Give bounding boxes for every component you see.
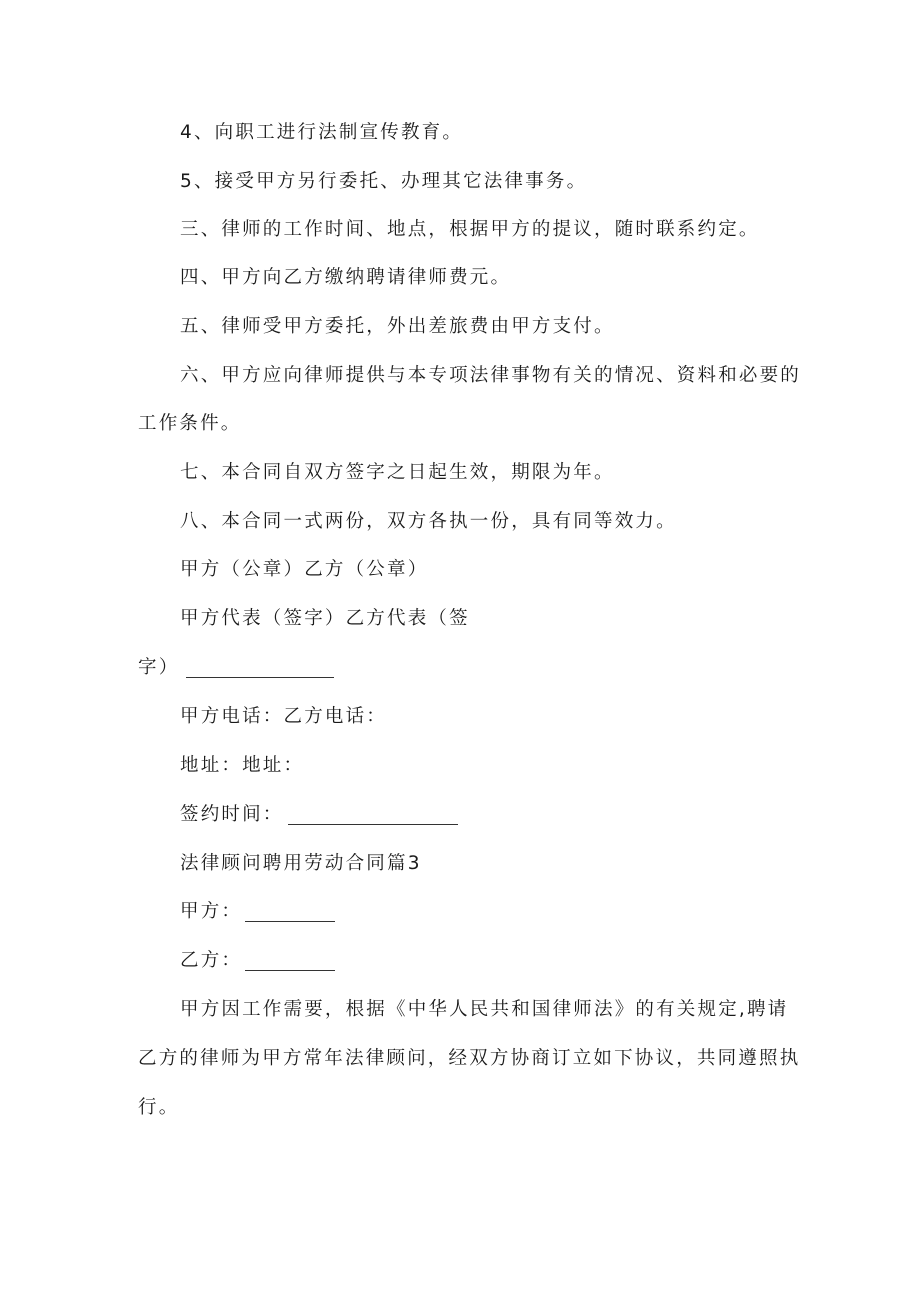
text-line-clause-7: 七、本合同自双方签字之日起生效，期限为年。 — [180, 462, 615, 483]
sign-date-blank — [288, 810, 458, 825]
text-line-clause-3: 三、律师的工作时间、地点，根据甲方的提议，随时联系约定。 — [180, 219, 760, 240]
text-line-representative: 甲方代表（签字）乙方代表（签 — [180, 608, 470, 629]
text-line-intro-2: 乙方的律师为甲方常年法律顾问，经双方协商订立如下协议，共同遵照执 — [138, 1048, 801, 1069]
section-title: 法律顾问聘用劳动合同篇3 — [180, 853, 422, 874]
text-line-party-a: 甲方： — [180, 901, 243, 922]
text-line-item-5: 5、接受甲方另行委托、办理其它法律事务。 — [180, 171, 588, 192]
text-line-clause-4: 四、甲方向乙方缴纳聘请律师费元。 — [180, 267, 512, 288]
text-line-intro-1: 甲方因工作需要，根据《中华人民共和国律师法》的有关规定,聘请 — [180, 999, 789, 1020]
party-a-blank — [245, 907, 335, 922]
text-line-clause-6-cont: 工作条件。 — [138, 413, 242, 434]
party-b-blank — [245, 956, 335, 971]
text-line-representative-cont — [138, 656, 179, 680]
text-line-clause-8: 八、本合同一式两份，双方各执一份，具有同等效力。 — [180, 511, 677, 532]
text-line-item-4: 4、向职工进行法制宣传教育。 — [180, 122, 464, 143]
text-line-clause-6: 六、甲方应向律师提供与本专项法律事物有关的情况、资料和必要的 — [180, 365, 802, 386]
text-line-clause-5: 五、律师受甲方委托，外出差旅费由甲方支付。 — [180, 316, 615, 337]
representative-cont-label: 字） — [138, 657, 180, 678]
text-line-phone: 甲方电话：乙方电话： — [180, 706, 388, 727]
text-line-party-b: 乙方： — [180, 950, 243, 971]
signature-blank — [186, 663, 334, 678]
text-line-sign-date: 签约时间： — [180, 804, 284, 825]
text-line-address: 地址：地址： — [180, 755, 305, 776]
text-line-seal: 甲方（公章）乙方（公章） — [180, 559, 429, 580]
text-line-intro-3: 行。 — [138, 1097, 180, 1118]
